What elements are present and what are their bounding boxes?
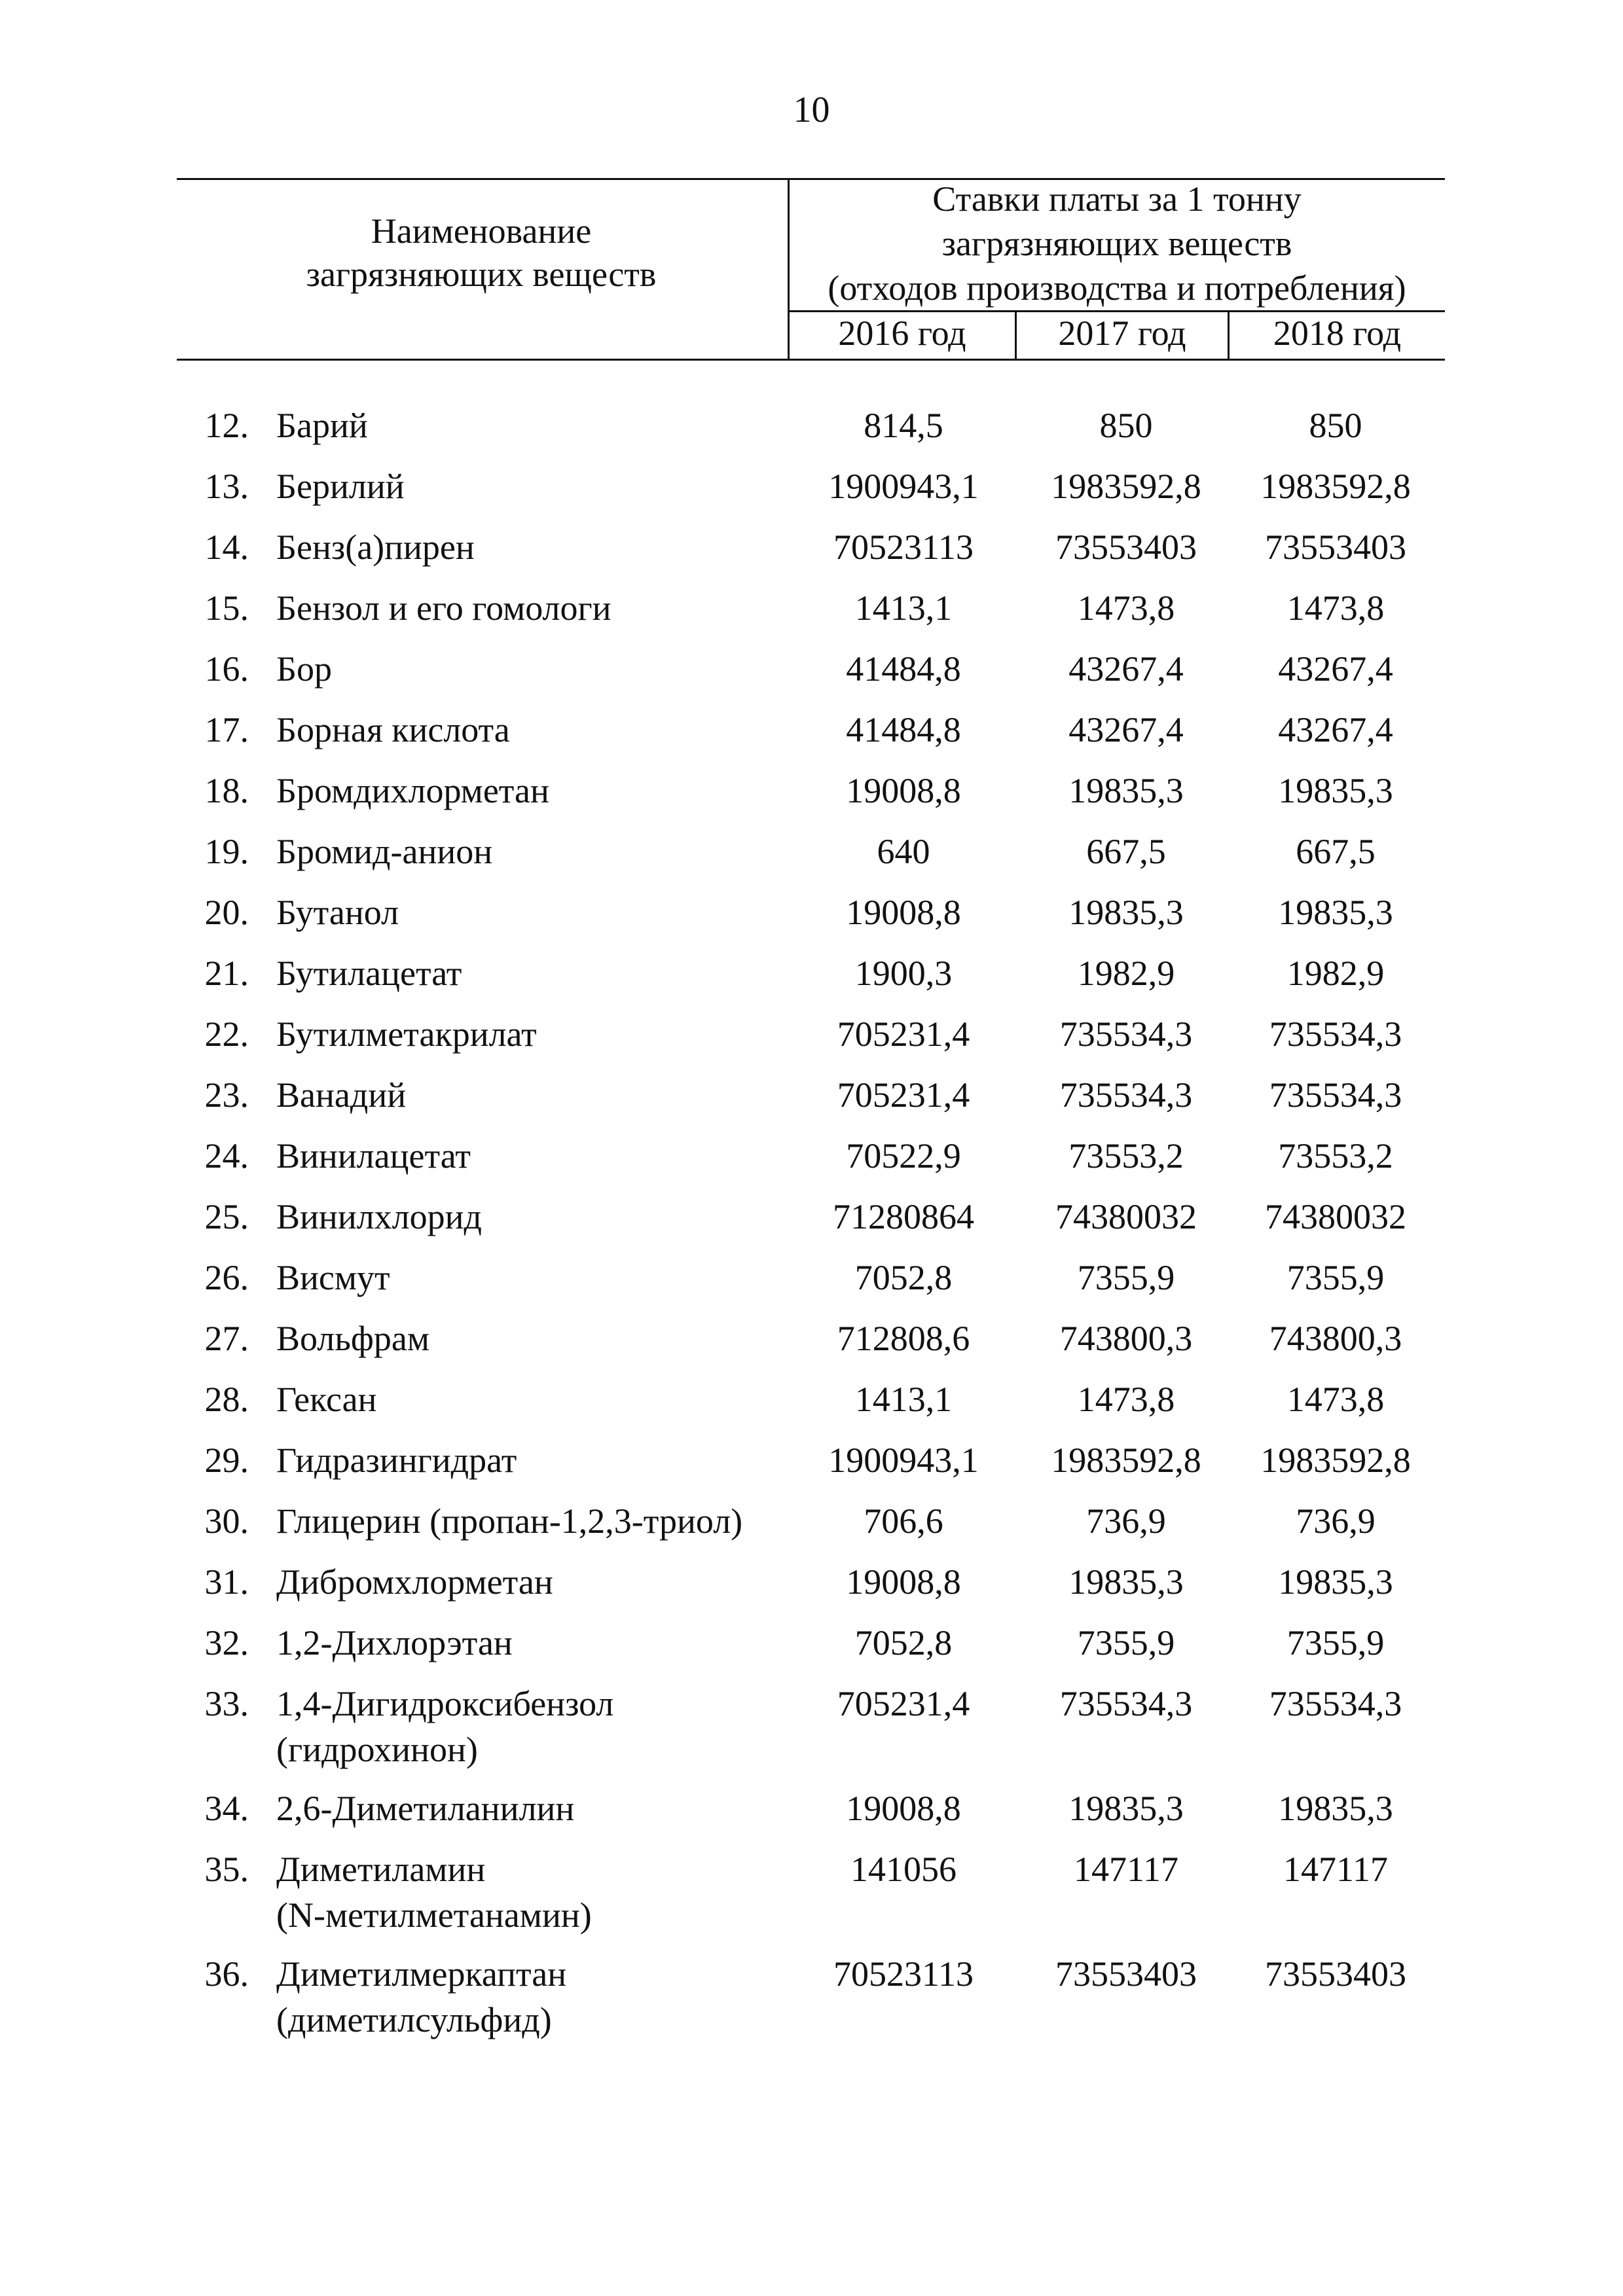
substance-name: Дибромхлорметан [276, 1562, 553, 1602]
rate-2018: 743800,3 [1269, 1319, 1402, 1358]
rate-2016: 705231,4 [837, 1075, 970, 1115]
row-number: 23. [204, 1075, 249, 1115]
rate-2017: 1982,9 [1077, 954, 1175, 993]
row-number: 18. [204, 771, 249, 810]
substance-name: Бор [276, 649, 333, 689]
rate-2018: 19835,3 [1278, 1562, 1393, 1602]
rate-2018: 19835,3 [1278, 1789, 1393, 1828]
header-rates-line: Ставки платы за 1 тонну [932, 179, 1302, 219]
rate-2018: 147117 [1283, 1850, 1388, 1889]
rate-2017: 850 [1099, 406, 1153, 445]
header-rates-line: загрязняющих веществ [941, 224, 1292, 263]
row-number: 36. [204, 1954, 249, 1994]
header-rates-column [790, 177, 1444, 310]
row-number: 30. [204, 1501, 249, 1541]
row-number: 24. [204, 1136, 249, 1175]
rate-2017: 1473,8 [1077, 588, 1175, 628]
rate-2016: 7052,8 [854, 1623, 953, 1662]
rate-2017: 147117 [1074, 1850, 1178, 1889]
rate-2018: 735534,3 [1269, 1014, 1402, 1054]
rate-2017: 735534,3 [1059, 1684, 1193, 1723]
rate-2017: 43267,4 [1068, 649, 1184, 689]
substance-name: Глицерин (пропан-1,2,3-триол) [276, 1501, 743, 1541]
rate-2018: 735534,3 [1269, 1684, 1402, 1723]
row-number: 31. [204, 1562, 249, 1602]
rate-2016: 41484,8 [846, 649, 961, 689]
rate-2017: 1473,8 [1077, 1380, 1175, 1419]
substance-name: 1,2-Дихлорэтан [276, 1623, 513, 1662]
header-year-2016: 2016 год [838, 314, 966, 353]
rate-2018: 1473,8 [1286, 1380, 1385, 1419]
header-name-line: загрязняющих веществ [306, 255, 657, 294]
rate-2016: 1900943,1 [828, 1441, 979, 1480]
rate-2016: 706,6 [864, 1501, 943, 1541]
row-number: 21. [204, 954, 249, 993]
rate-2017: 19835,3 [1068, 1789, 1184, 1828]
header-year-2017: 2017 год [1058, 314, 1186, 353]
substance-name: Бутанол [276, 893, 399, 932]
row-number: 26. [204, 1258, 249, 1297]
substance-name: Бромдихлорметан [276, 771, 549, 810]
rate-2016: 19008,8 [846, 771, 961, 810]
rate-2018: 1982,9 [1286, 954, 1385, 993]
rate-2017: 19835,3 [1068, 771, 1184, 810]
rate-2017: 1983592,8 [1051, 1441, 1201, 1480]
substance-name: Бутилацетат [276, 954, 462, 993]
substance-name: Ванадий [276, 1075, 407, 1115]
row-number: 12. [204, 406, 249, 445]
header-bottom-rule [177, 359, 1445, 361]
rate-2018: 43267,4 [1278, 710, 1393, 749]
rate-2018: 850 [1309, 406, 1362, 445]
substance-name: Барий [276, 406, 368, 445]
rate-2018: 735534,3 [1269, 1075, 1402, 1115]
rate-2016: 19008,8 [846, 1789, 961, 1828]
row-number: 19. [204, 832, 249, 871]
substance-name: 1,4-Дигидроксибензол (гидрохинон) [276, 1684, 614, 1769]
rate-2017: 735534,3 [1059, 1075, 1193, 1115]
row-number: 16. [204, 649, 249, 689]
rate-2017: 73553,2 [1068, 1136, 1184, 1175]
rate-2016: 70523113 [833, 528, 974, 567]
rate-2018: 73553403 [1265, 1954, 1406, 1994]
substance-name: Диметиламин (N-метилметанамин) [276, 1850, 592, 1935]
substance-name: Гексан [276, 1380, 377, 1419]
row-number: 25. [204, 1197, 249, 1236]
rate-2016: 1413,1 [854, 1380, 953, 1419]
rate-2018: 7355,9 [1286, 1258, 1385, 1297]
header-year-2018: 2018 год [1273, 314, 1402, 353]
rate-2018: 1473,8 [1286, 588, 1385, 628]
row-number: 34. [204, 1789, 249, 1828]
rate-2018: 19835,3 [1278, 893, 1393, 932]
row-number: 14. [204, 528, 249, 567]
rate-2016: 1900,3 [854, 954, 953, 993]
rate-2016: 19008,8 [846, 893, 961, 932]
substance-name: 2,6-Диметиланилин [276, 1789, 575, 1828]
rate-2018: 736,9 [1296, 1501, 1376, 1541]
rate-2016: 41484,8 [846, 710, 961, 749]
rate-2017: 7355,9 [1077, 1623, 1175, 1662]
substance-name: Берилий [276, 467, 405, 506]
header-years-rule [788, 310, 1445, 312]
row-number: 15. [204, 588, 249, 628]
substance-name: Бенз(а)пирен [276, 528, 475, 567]
rate-2018: 73553,2 [1278, 1136, 1393, 1175]
substance-name: Гидразингидрат [276, 1441, 517, 1480]
rate-2018: 1983592,8 [1260, 467, 1411, 506]
rate-2017: 1983592,8 [1051, 467, 1201, 506]
row-number: 32. [204, 1623, 249, 1662]
rate-2017: 19835,3 [1068, 1562, 1184, 1602]
row-number: 33. [204, 1684, 249, 1723]
substance-name: Бутилметакрилат [276, 1014, 537, 1054]
row-number: 29. [204, 1441, 249, 1480]
row-number: 22. [204, 1014, 249, 1054]
row-number: 27. [204, 1319, 249, 1358]
rate-2017: 19835,3 [1068, 893, 1184, 932]
row-number: 35. [204, 1850, 249, 1889]
rate-2016: 71280864 [833, 1197, 974, 1236]
rate-2016: 141056 [850, 1850, 957, 1889]
row-number: 28. [204, 1380, 249, 1419]
rate-2016: 814,5 [864, 406, 943, 445]
rate-2018: 73553403 [1265, 528, 1406, 567]
rate-2018: 43267,4 [1278, 649, 1393, 689]
rate-2018: 1983592,8 [1260, 1441, 1411, 1480]
rate-2017: 74380032 [1055, 1197, 1197, 1236]
rate-2016: 1900943,1 [828, 467, 979, 506]
substance-name: Винилацетат [276, 1136, 471, 1175]
rate-2017: 7355,9 [1077, 1258, 1175, 1297]
rate-2016: 7052,8 [854, 1258, 953, 1297]
rate-2016: 19008,8 [846, 1562, 961, 1602]
rate-2018: 19835,3 [1278, 771, 1393, 810]
rate-2017: 735534,3 [1059, 1014, 1193, 1054]
rate-2016: 70522,9 [846, 1136, 961, 1175]
rate-2016: 1413,1 [854, 588, 953, 628]
substance-name: Вольфрам [276, 1319, 430, 1358]
substance-name: Диметилмеркаптан (диметилсульфид) [276, 1954, 567, 2039]
substance-name: Винилхлорид [276, 1197, 482, 1236]
rate-2017: 736,9 [1086, 1501, 1166, 1541]
row-number: 17. [204, 710, 249, 749]
header-rates-line: (отходов производства и потребления) [828, 268, 1406, 308]
substance-name: Бромид-анион [276, 832, 493, 871]
substance-name: Бензол и его гомологи [276, 588, 611, 628]
rate-2018: 74380032 [1265, 1197, 1406, 1236]
rate-2018: 7355,9 [1286, 1623, 1385, 1662]
header-name-column [177, 209, 786, 296]
rate-2017: 73553403 [1055, 528, 1197, 567]
rate-2016: 640 [877, 832, 930, 871]
rate-2017: 667,5 [1086, 832, 1166, 871]
page-number: 10 [793, 90, 830, 130]
substance-name: Висмут [276, 1258, 390, 1297]
rate-2016: 70523113 [833, 1954, 974, 1994]
header-name-line: Наименование [371, 211, 592, 251]
rate-2018: 667,5 [1296, 832, 1376, 871]
rate-2016: 712808,6 [837, 1319, 970, 1358]
row-number: 13. [204, 467, 249, 506]
rate-2016: 705231,4 [837, 1014, 970, 1054]
row-number: 20. [204, 893, 249, 932]
rate-2017: 73553403 [1055, 1954, 1197, 1994]
rate-2016: 705231,4 [837, 1684, 970, 1723]
rate-2017: 43267,4 [1068, 710, 1184, 749]
substance-name: Борная кислота [276, 710, 510, 749]
rate-2017: 743800,3 [1059, 1319, 1193, 1358]
